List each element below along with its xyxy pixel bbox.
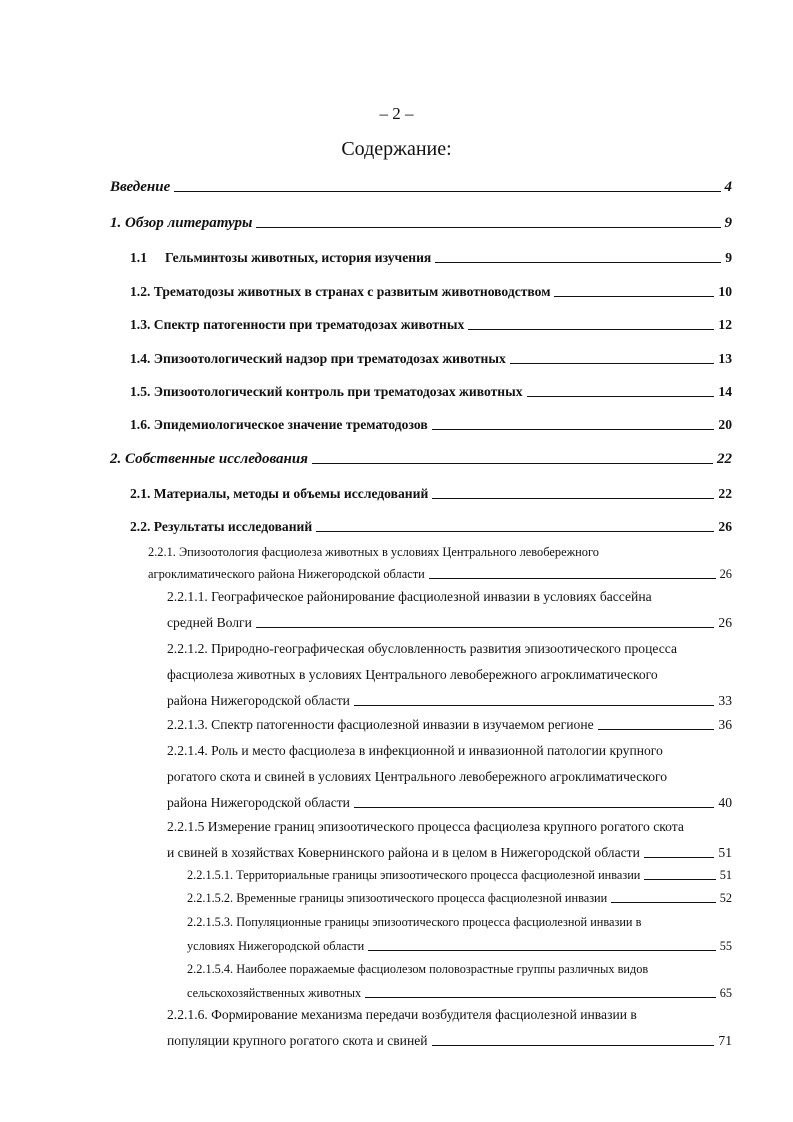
toc-entry-title: 2.2.1.3. Спектр патогенности фасциолезной инвазии в изучаемом регионе [167,717,594,732]
toc-entry-title: 2.2.1.5.3. Популяционные границы эпизоотического процесса фасциолезной инвазии в [187,915,642,929]
toc-entry-title-cont: района Нижегородской области [167,795,350,810]
toc-entry-title: 1.3. Спектр патогенности при трематодозах животных [130,317,465,332]
toc-entry-title: 2.2.1.5 Измерение границ эпизоотического процесса фасциолеза крупного рогатого скота [167,819,684,834]
toc-leader [432,429,715,430]
toc-entry-page: 12 [718,317,732,332]
toc-entry-page: 36 [718,717,732,732]
toc-entry-introduction[interactable] [110,178,732,196]
toc-entry-title-cont: средней Волги [167,615,252,630]
toc-entry-2-2-1[interactable] [148,543,732,583]
toc-entry-page: 65 [719,986,732,1000]
toc-entry-page: 71 [718,1033,732,1048]
toc-leader [256,227,720,228]
toc-entry-page: 14 [718,384,732,399]
page-title: Содержание: [341,138,452,160]
toc-entry-page: 9 [725,250,732,265]
toc-leader [435,262,721,263]
toc-entry-2-2-1-6[interactable] [167,1006,732,1050]
toc-entry-page: 13 [718,351,732,366]
toc-leader [256,627,715,628]
toc-entry-page: 4 [724,179,732,195]
toc-entry-literature-review[interactable] [110,214,732,232]
toc-entry-title: 2.2.1.5.1. Территориальные границы эпизоотического процесса фасциолезной инвазии [187,868,641,882]
toc-leader [316,531,714,532]
toc-entry-2-2[interactable] [130,518,732,536]
toc-leader [365,997,715,998]
toc-entry-page: 40 [718,795,732,810]
toc-entry-2-2-1-2[interactable] [167,640,732,710]
toc-entry-title-cont: рогатого скота и свиней в условиях Центрального левобережного агроклиматического [167,769,668,784]
toc-leader [354,705,714,706]
toc-entry-title-cont: фасциолеза животных в условиях Центрального левобережного агроклиматического [167,667,658,682]
toc-entry-title: 2.1. Материалы, методы и объемы исследований [130,486,429,501]
toc-entry-title: 1.4. Эпизоотологический надзор при трематодозах животных [130,351,506,366]
toc-entry-page: 26 [719,567,732,581]
toc-entry-1-1[interactable] [130,249,732,267]
toc-entry-1-4[interactable] [130,350,732,368]
toc-entry-2-2-1-5-2[interactable] [187,889,732,907]
toc-entry-page: 26 [718,615,732,630]
toc-entry-1-6[interactable] [130,416,732,434]
toc-entry-page: 26 [718,519,732,534]
toc-entry-title-cont: условиях Нижегородской области [187,939,365,953]
toc-entry-page: 51 [718,845,732,860]
toc-entry-2-2-1-5-3[interactable] [187,913,732,955]
toc-leader [174,191,720,192]
toc-leader [554,296,714,297]
toc-entry-page: 52 [719,891,732,905]
toc-entry-title: 2.2.1.5.2. Временные границы эпизоотического процесса фасциолезной инвазии [187,891,608,905]
toc-leader [432,498,714,499]
toc-leader [354,807,714,808]
toc-entry-title: 2.2.1.6. Формирование механизма передачи возбудителя фасциолезной инвазии в [167,1007,637,1022]
toc-entry-page: 51 [719,868,732,882]
toc-entry-title: 2. Собственные исследования [110,451,308,467]
toc-entry-title-cont: сельскохозяйственных животных [187,986,362,1000]
toc-leader [598,729,715,730]
toc-entry-2-2-1-5-1[interactable] [187,866,732,884]
toc-entry-title: 2.2. Результаты исследований [130,519,313,534]
page-number: – 2 – [379,104,414,123]
toc-entry-page: 10 [718,284,732,299]
toc-entry-page: 55 [719,939,732,953]
toc-entry-page: 20 [718,417,732,432]
toc-entry-2-2-1-5-4[interactable] [187,960,732,1002]
toc-entry-title: 2.2.1.1. Географическое районирование фасциолезной инвазии в условиях бассейна [167,589,652,604]
toc-entry-page: 33 [718,693,732,708]
toc-entry-1-3[interactable] [130,316,732,334]
toc-entry-title: 1. Обзор литературы [110,215,253,231]
toc-entry-title: Введение [110,179,171,195]
toc-leader [312,463,713,464]
toc-entry-title: 2.2.1.5.4. Наиболее поражаемые фасциолезом половозрастные группы различных видов [187,962,649,976]
toc-entry-title-cont: и свиней в хозяйствах Ковернинского района и в целом в Нижегородской области [167,845,640,860]
toc-entry-page: 9 [724,215,732,231]
toc-entry-title: 1.5. Эпизоотологический контроль при трематодозах животных [130,384,523,399]
toc-entry-page: 22 [717,451,732,467]
toc-entry-title: Гельминтозы животных, история изучения [165,250,432,265]
toc-entry-1-2[interactable] [130,283,732,301]
toc-entry-2-2-1-4[interactable] [167,742,732,812]
toc-leader [429,578,716,579]
toc-entry-own-research[interactable] [110,450,732,468]
toc-leader [368,950,715,951]
toc-entry-title: 2.2.1. Эпизоотология фасциолеза животных в условиях Центрального левобережного [148,545,599,559]
toc-leader [644,879,715,880]
toc-entry-2-2-1-5[interactable] [167,818,732,862]
toc-leader [527,396,715,397]
toc-entry-1-5[interactable] [130,383,732,401]
toc-entry-title: 1.2. Трематодозы животных в странах с развитым животноводством [130,284,551,299]
toc-entry-2-2-1-3[interactable] [167,716,732,734]
toc-entry-number: 1.1 [130,250,147,265]
toc-entry-page: 22 [718,486,732,501]
toc-entry-title-cont: агроклиматического района Нижегородской области [148,567,425,581]
toc-entry-title: 1.6. Эпидемиологическое значение трематодозов [130,417,428,432]
toc-leader [510,363,715,364]
toc-leader [644,857,715,858]
toc-leader [611,902,715,903]
toc-entry-title: 2.2.1.2. Природно-географическая обусловленность развития эпизоотического процесса [167,641,677,656]
toc-entry-title: 2.2.1.4. Роль и место фасциолеза в инфекционной и инвазионной патологии крупного [167,743,663,758]
toc-entry-title-cont: района Нижегородской области [167,693,350,708]
toc-leader [468,329,714,330]
toc-entry-2-1[interactable] [130,485,732,503]
toc-entry-2-2-1-1[interactable] [167,588,732,632]
toc-leader [432,1045,715,1046]
toc-entry-title-cont: популяции крупного рогатого скота и свиней [167,1033,428,1048]
